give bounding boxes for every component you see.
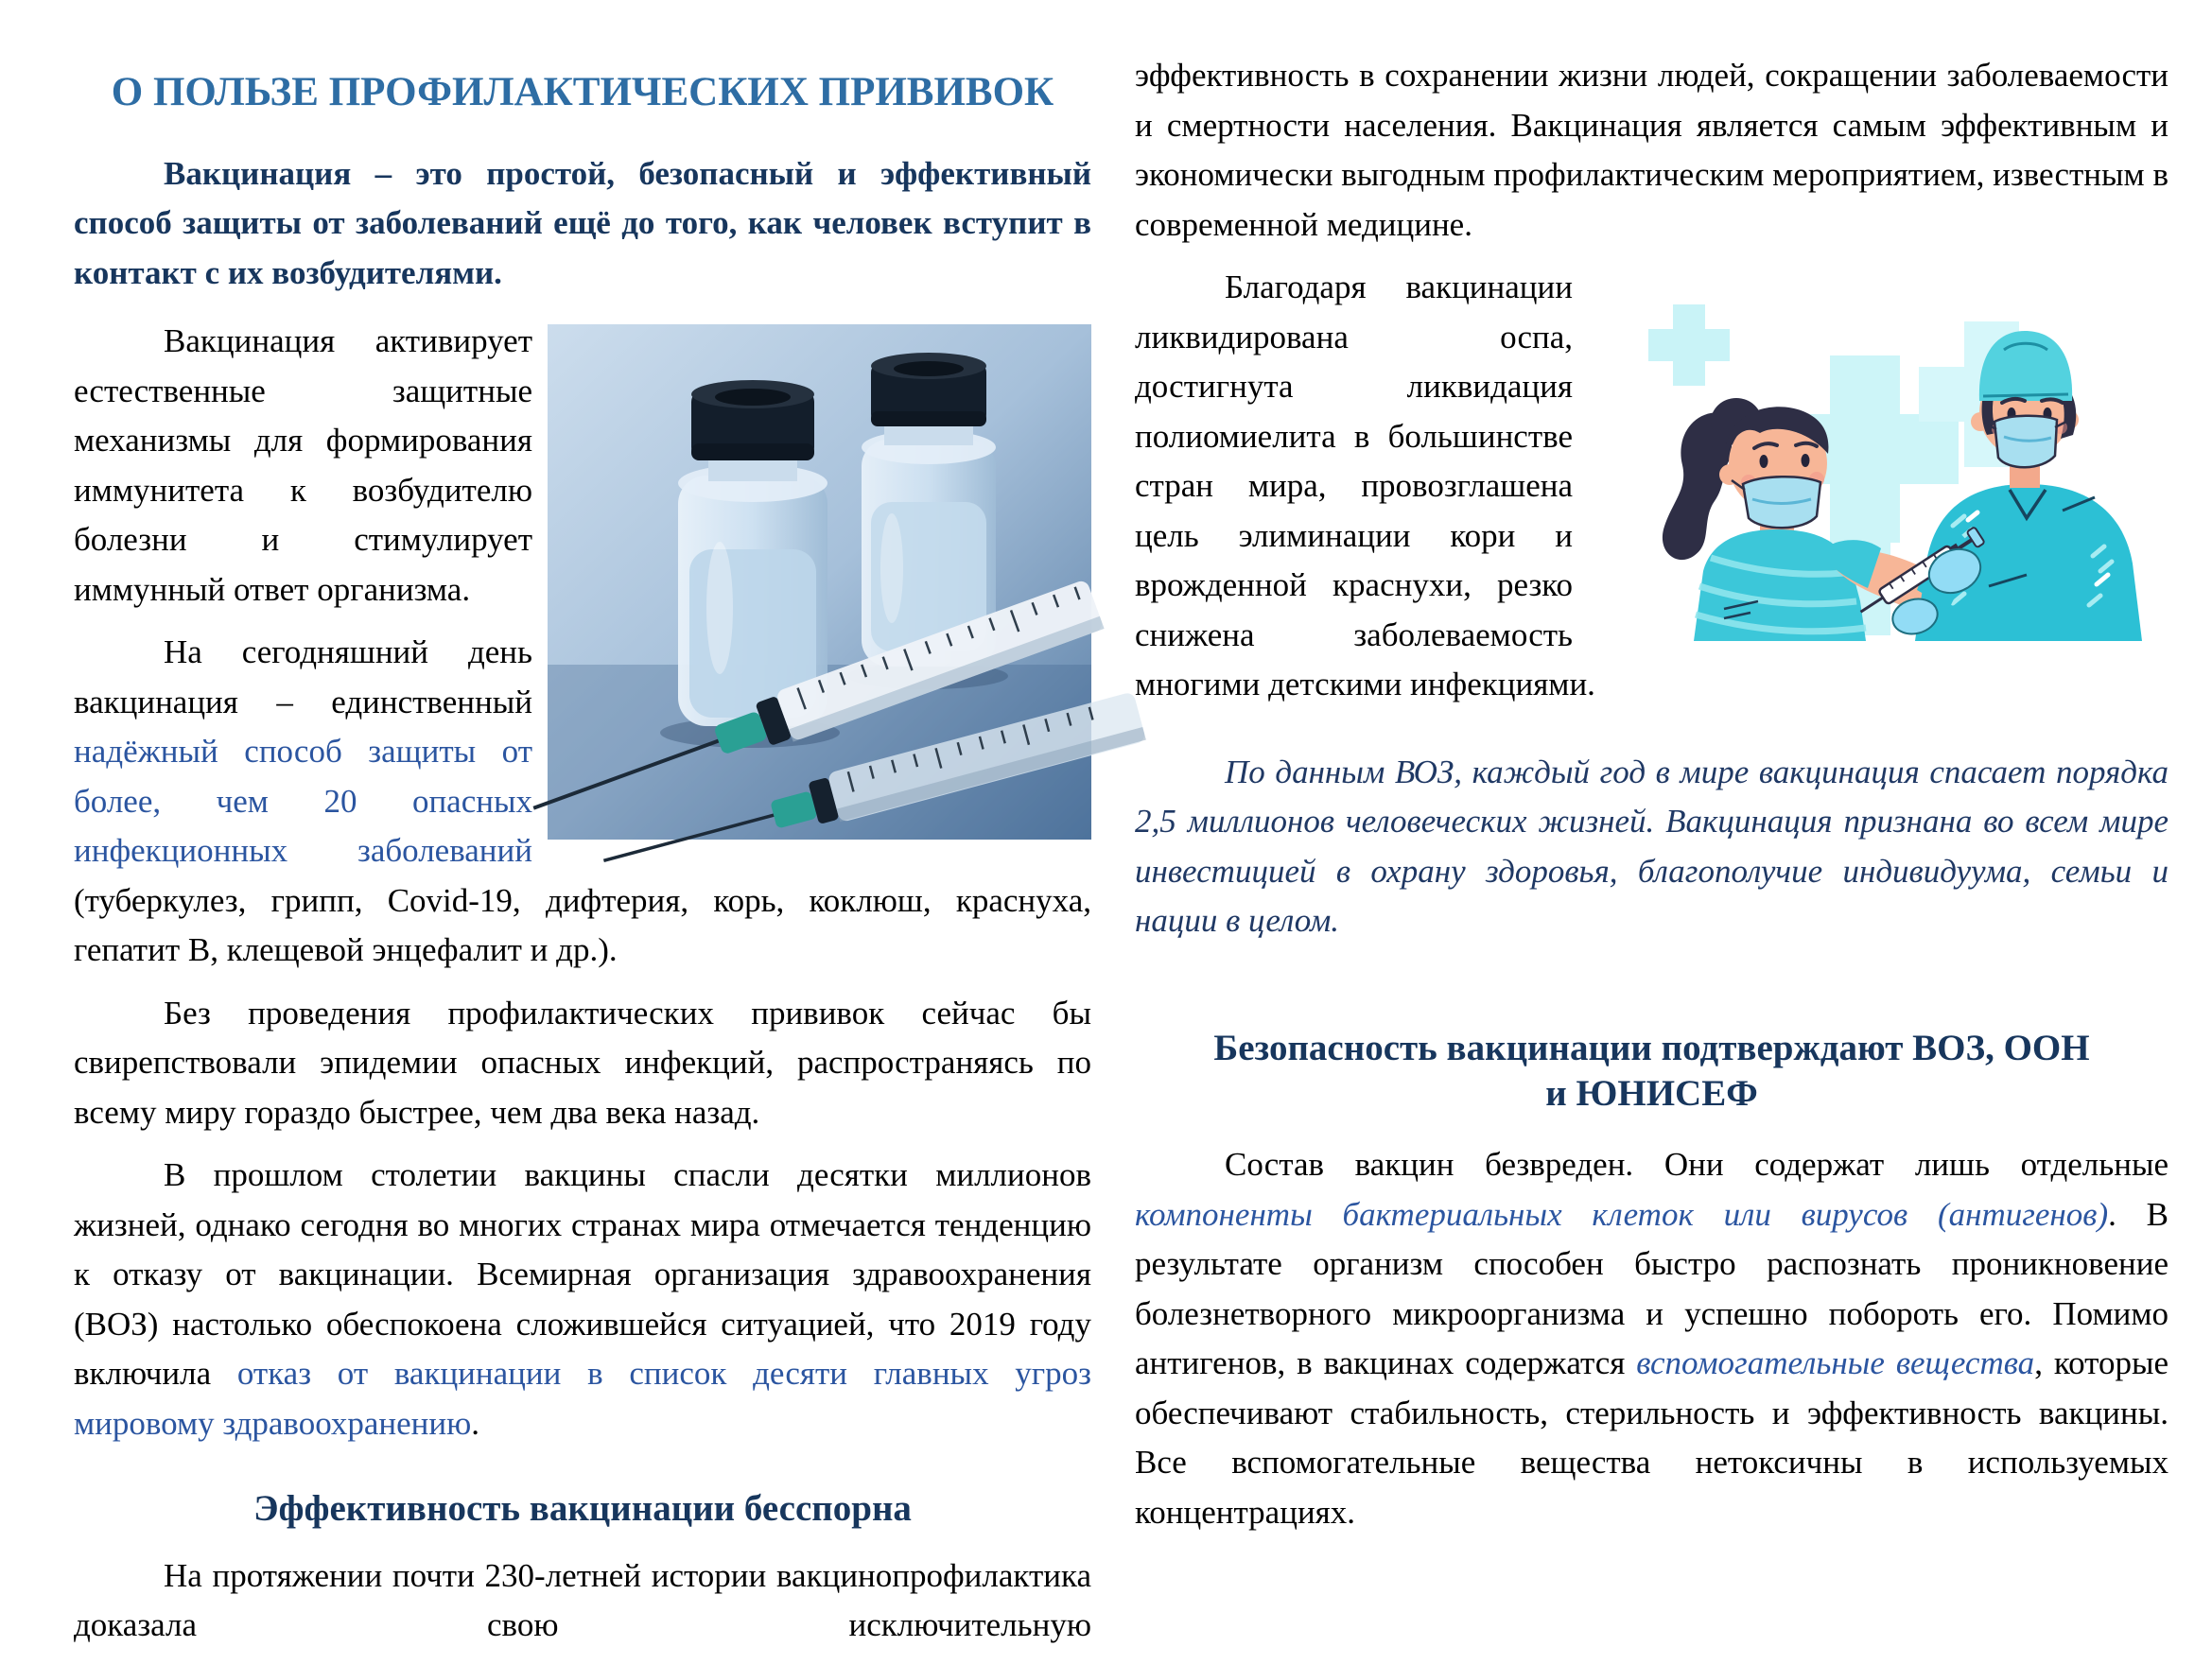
heading-safety: Безопасность вакцинации подтверждают ВОЗ, ООН и ЮНИСЕФ [1213, 1027, 2090, 1115]
left-column [74, 51, 1091, 1664]
vaccination-illustration [1582, 272, 2168, 641]
protection-text-end: (туберкулез, грипп, Covid-19, дифтерия, корь, коклюш, краснуха, гепатит В, клещевой энцефалит и др.). [74, 881, 1091, 969]
heading-effectiveness: Эффективность вакцинации бесспорна [253, 1488, 912, 1530]
photo-text-wrap [74, 317, 1091, 1462]
paragraph-smallpox: Благодаря вакцинации ликвидирована оспа, достигнута ликвидация полиомиелита в большинстве стран мира, провозглашена цель элиминации кори и врожденной краснухи, резко снижена заболеваемость многими детскими инфекциями. [1135, 269, 1595, 702]
vaccine-vials-photo [548, 324, 1091, 840]
paragraph-vaccine-activates: Вакцинация активирует естественные защитные механизмы для формирования иммунитета к возбудителю болезни и стимулирует иммунный ответ организма. [74, 322, 532, 608]
illustration-text-wrap [1135, 263, 2168, 723]
page-title: О ПОЛЬЗЕ ПРОФИЛАКТИЧЕСКИХ ПРИВИВОК [111, 70, 1054, 114]
protection-text-start: На сегодняшний день вакцинация – единственный [74, 633, 532, 720]
right-column [1135, 51, 2168, 1664]
composition-antigens-blue: компоненты бактериальных клеток или вирусов (антигенов) [1135, 1195, 2109, 1233]
paragraph-history: На протяжении почти 230-летней истории вакцинопрофилактика доказала свою исключительную [74, 1556, 1091, 1644]
composition-end: , которые обеспечивают стабильность, стерильность и эффективность вакцины. Все вспомогательные вещества нетоксичны в используемых концентрациях. [1135, 1344, 2168, 1531]
protection-highlight-blue: надёжный способ защиты от более, чем 20 опасных инфекционных заболеваний [74, 733, 532, 870]
composition-excipients-blue: вспомогательные вещества [1636, 1344, 2035, 1381]
paragraph-effectiveness-continued: эффективность в сохранении жизни людей, сокращении заболеваемости и смертности населения. Вакцинация является самым эффективным и экономически выгодным профилактическим мероприятием, известным в современной медицине. [1135, 57, 2168, 243]
composition-start: Состав вакцин безвреден. Они содержат лишь отдельные [1225, 1146, 2168, 1183]
paragraph-who-quote: По данным ВОЗ, каждый год в мире вакцинация спасает порядка 2,5 миллионов человеческих жизней. Вакцинация признана во всем мире инвестицией в охрану здоровья, благополучие индивидуума, семьи и нации в целом. [1135, 753, 2168, 939]
paragraph-who-threats [74, 1151, 1091, 1448]
who-threats-start: В прошлом столетии вакцины спасли десятки миллионов жизней, однако сегодня во многих странах мира отмечается тенденцию к отказу от вакцинации. Всемирная организация здравоохранения (ВОЗ) настолько обеспокоена сложившейся ситуацией, что 2019 году включила [74, 1156, 1091, 1393]
who-threats-end: . [471, 1404, 480, 1442]
who-threats-highlight-blue: отказ от вакцинации в список десяти главных угроз мировому здравоохранению [74, 1355, 1091, 1442]
paragraph-epidemics: Без проведения профилактических прививок сейчас бы свирепствовали эпидемии опасных инфекций, распространяясь по всему миру гораздо быстрее, чем два века назад. [74, 994, 1091, 1131]
paragraph-composition [1135, 1140, 2168, 1537]
lead-paragraph: Вакцинация – это простой, безопасный и эффективный способ защиты от заболеваний ещё до того, как человек вступит в контакт с их возбудителями. [74, 154, 1091, 291]
composition-middle: . В результате организм способен быстро распознать проникновение болезнетворного микроорганизма и успешно побороть его. Помимо антигенов, в вакцинах содержатся [1135, 1195, 2168, 1381]
